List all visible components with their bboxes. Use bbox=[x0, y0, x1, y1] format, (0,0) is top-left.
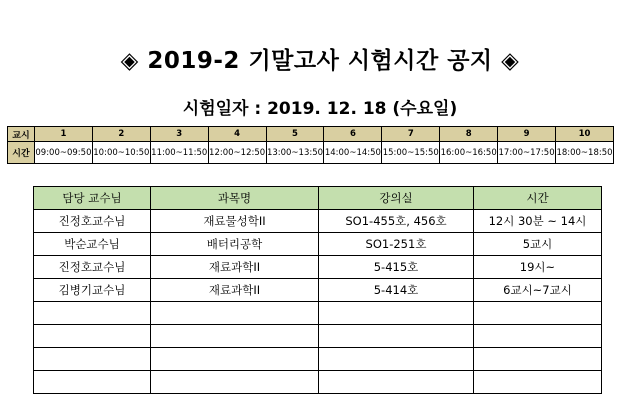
period-cell: 2 bbox=[92, 127, 150, 142]
room-cell bbox=[319, 371, 474, 394]
header-professor: 담당 교수님 bbox=[34, 187, 151, 210]
table-row bbox=[34, 348, 602, 371]
exam-date: 시험일자 : 2019. 12. 18 (수요일) bbox=[182, 99, 458, 119]
period-cell: 3 bbox=[150, 127, 208, 142]
time-cell: 17:00~17:50 bbox=[498, 142, 556, 164]
header-room: 강의실 bbox=[319, 187, 474, 210]
period-cell: 5 bbox=[266, 127, 324, 142]
course-cell bbox=[151, 325, 319, 348]
time-cell bbox=[474, 302, 602, 325]
time-cell: 13:00~13:50 bbox=[266, 142, 324, 164]
course-cell bbox=[151, 348, 319, 371]
room-cell: SO1-251호 bbox=[319, 233, 474, 256]
room-cell: 5-414호 bbox=[319, 279, 474, 302]
room-cell: SO1-455호, 456호 bbox=[319, 210, 474, 233]
time-cell: 18:00~18:50 bbox=[556, 142, 614, 164]
time-cell: 5교시 bbox=[474, 233, 602, 256]
table-row bbox=[34, 256, 602, 279]
professor-cell bbox=[34, 325, 151, 348]
time-cell: 12:00~12:50 bbox=[208, 142, 266, 164]
period-table bbox=[7, 126, 614, 164]
course-cell: 배터리공학 bbox=[151, 233, 319, 256]
period-cell: 6 bbox=[324, 127, 382, 142]
room-cell bbox=[319, 325, 474, 348]
course-cell: 재료물성학II bbox=[151, 210, 319, 233]
time-cell bbox=[474, 325, 602, 348]
time-cell: 09:00~09:50 bbox=[35, 142, 93, 164]
header-course: 과목명 bbox=[151, 187, 319, 210]
time-cell bbox=[474, 348, 602, 371]
period-cell: 1 bbox=[35, 127, 93, 142]
time-cell: 12시 30분 ~ 14시 bbox=[474, 210, 602, 233]
period-cell: 4 bbox=[208, 127, 266, 142]
professor-cell: 진정호교수님 bbox=[34, 256, 151, 279]
time-cell: 15:00~15:50 bbox=[382, 142, 440, 164]
time-label: 시간 bbox=[8, 142, 35, 164]
table-row bbox=[34, 371, 602, 394]
time-cell: 16:00~16:50 bbox=[440, 142, 498, 164]
professor-cell bbox=[34, 348, 151, 371]
time-cell: 14:00~14:50 bbox=[324, 142, 382, 164]
exam-header-row bbox=[34, 187, 602, 210]
course-cell: 재료과학II bbox=[151, 256, 319, 279]
period-cell: 7 bbox=[382, 127, 440, 142]
notice-title: ◈ 2019-2 기말고사 시험시간 공지 ◈ bbox=[120, 48, 520, 74]
time-cell: 10:00~10:50 bbox=[92, 142, 150, 164]
period-label: 교시 bbox=[8, 127, 35, 142]
course-cell bbox=[151, 302, 319, 325]
professor-cell bbox=[34, 371, 151, 394]
time-row bbox=[8, 142, 614, 164]
time-cell bbox=[474, 371, 602, 394]
room-cell bbox=[319, 348, 474, 371]
room-cell bbox=[319, 302, 474, 325]
exam-schedule-table bbox=[33, 186, 602, 394]
time-cell: 19시~ bbox=[474, 256, 602, 279]
professor-cell: 박순교수님 bbox=[34, 233, 151, 256]
time-cell: 6교시~7교시 bbox=[474, 279, 602, 302]
header-time: 시간 bbox=[474, 187, 602, 210]
table-row bbox=[34, 279, 602, 302]
period-cell: 8 bbox=[440, 127, 498, 142]
professor-cell bbox=[34, 302, 151, 325]
table-row bbox=[34, 325, 602, 348]
professor-cell: 진정호교수님 bbox=[34, 210, 151, 233]
table-row bbox=[34, 233, 602, 256]
period-cell: 10 bbox=[556, 127, 614, 142]
table-row bbox=[34, 302, 602, 325]
course-cell bbox=[151, 371, 319, 394]
professor-cell: 김병기교수님 bbox=[34, 279, 151, 302]
period-cell: 9 bbox=[498, 127, 556, 142]
course-cell: 재료과학II bbox=[151, 279, 319, 302]
table-row bbox=[34, 210, 602, 233]
period-row bbox=[8, 127, 614, 142]
room-cell: 5-415호 bbox=[319, 256, 474, 279]
time-cell: 11:00~11:50 bbox=[150, 142, 208, 164]
